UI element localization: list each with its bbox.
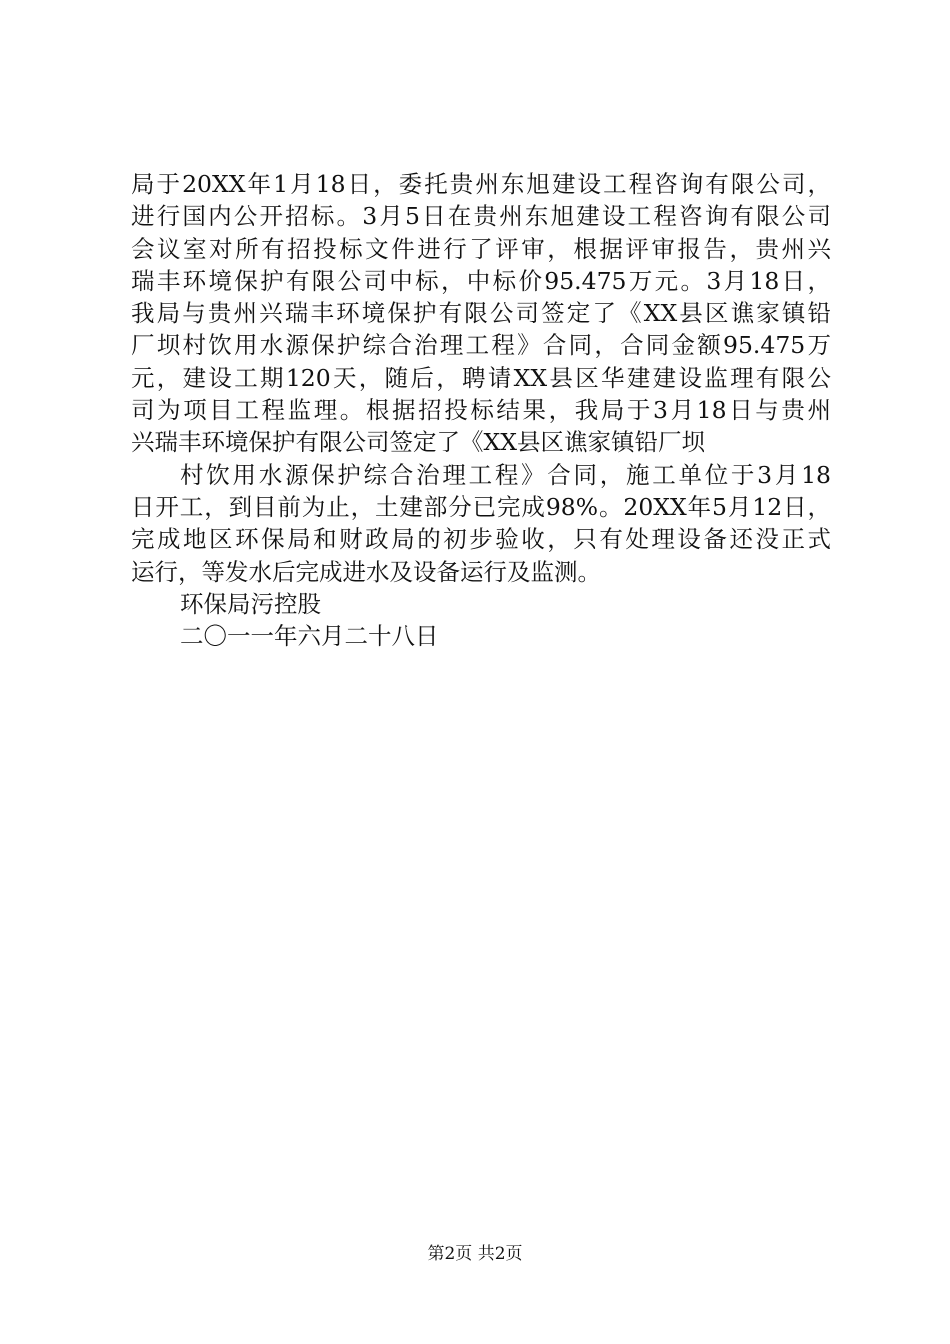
text-line: 兴瑞丰环境保护有限公司签定了《XX县区谯家镇铅厂坝: [131, 428, 705, 457]
text-line: 局于20XX年1月18日，委托贵州东旭建设工程咨询有限公司，: [131, 170, 831, 198]
text-line: 运行，等发水后完成进水及设备运行及监测。: [131, 557, 601, 586]
text-line: 我局与贵州兴瑞丰环境保护有限公司签定了《XX县区谯家镇铅: [131, 299, 831, 328]
paragraph-1: [131, 168, 831, 459]
text-line: 司为项目工程监理。根据招投标结果，我局于3月18日与贵州: [131, 396, 831, 425]
text-line: 厂坝村饮用水源保护综合治理工程》合同，合同金额95.475万: [131, 331, 831, 360]
text-line: 完成地区环保局和财政局的初步验收，只有处理设备还没正式: [131, 525, 831, 554]
text-line: 进行国内公开招标。3月5日在贵州东旭建设工程咨询有限公司: [131, 202, 831, 231]
text-line: 村饮用水源保护综合治理工程》合同，施工单位于3月18: [180, 460, 831, 489]
signature-date: 二〇一一年六月二十八日: [180, 622, 439, 651]
text-line: 瑞丰环境保护有限公司中标，中标价95.475万元。3月18日，: [131, 266, 831, 295]
signature-department: 环保局污控股: [180, 589, 321, 618]
signature-block: [131, 588, 831, 653]
text-line: 元，建设工期120天，随后，聘请XX县区华建建设监理有限公: [131, 363, 831, 392]
text-line: 会议室对所有招投标文件进行了评审，根据评审报告，贵州兴: [131, 234, 831, 263]
page-footer: 第2页 共2页: [427, 1244, 523, 1264]
document-body: [131, 168, 831, 652]
paragraph-2: [131, 459, 831, 588]
text-line: 日开工，到目前为止，土建部分已完成98%。20XX年5月12日，: [131, 492, 831, 521]
